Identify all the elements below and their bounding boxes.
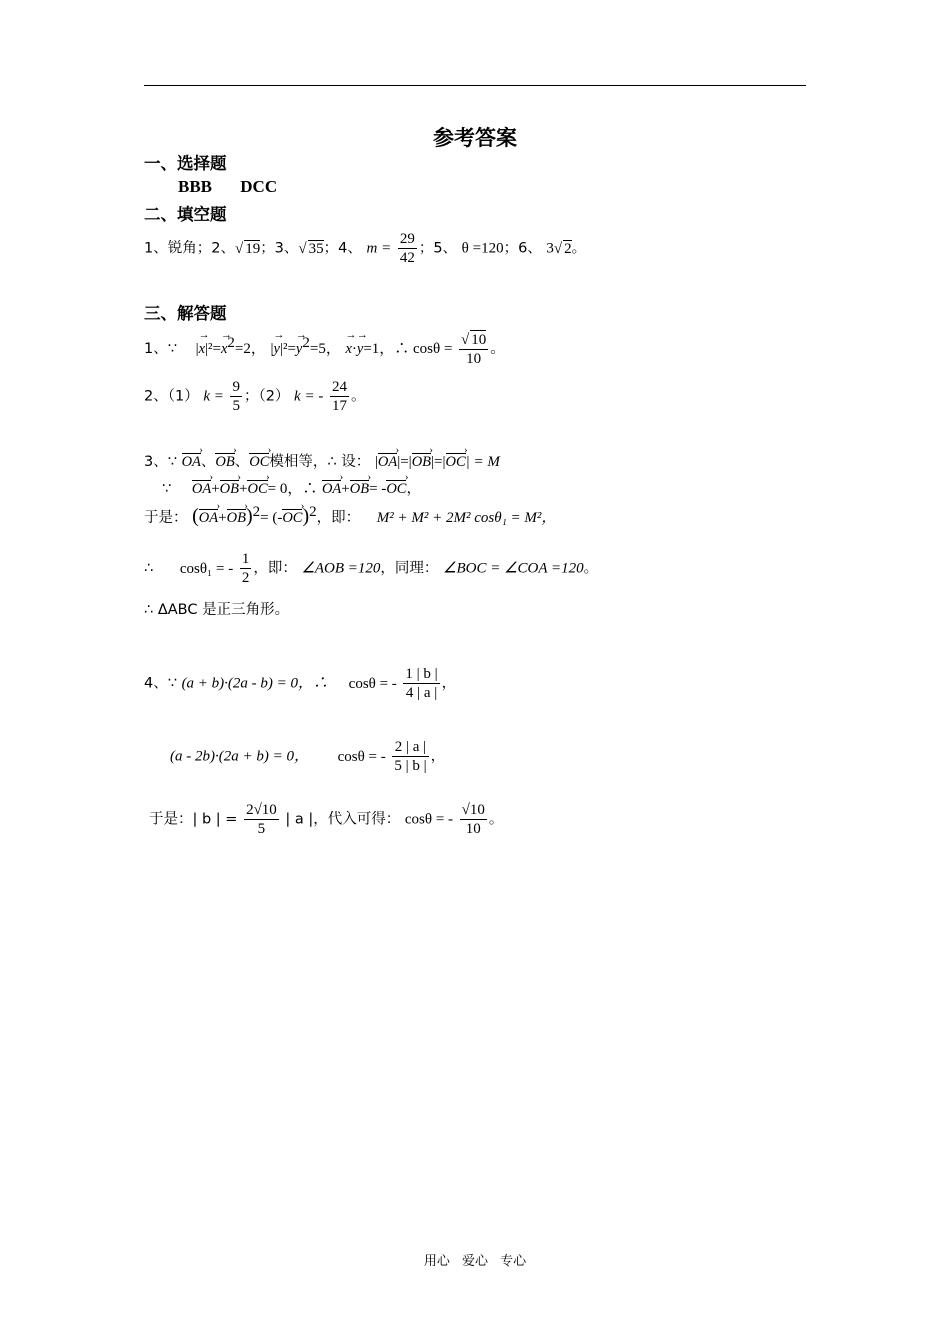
vector-OC-abs: OC › [446,452,466,471]
fraction-numerator: 1 [241,551,250,567]
s1-pre: 1、∵ [144,341,177,357]
vector-OB: OB › [215,452,234,471]
k-equals-1: k = [203,388,224,405]
section-solve-heading: 三、解答题 [144,304,227,323]
fraction-1-2 [240,550,252,587]
vector-y: → y [274,341,280,358]
s4-cos-3: cosθ = - [404,811,454,828]
fraction-denominator: 10 [466,351,482,367]
fraction-numerator: √ 10 [461,332,487,348]
fraction-numerator: 2√10 [246,802,277,818]
vector-y-3: → y [357,341,363,358]
fraction-29-42 [398,230,417,267]
s3-ji: ，即： [316,509,361,526]
s3-because: ∵ [162,481,172,497]
s1-t2: =2， [234,341,266,357]
s3-zero: = 0，∴ [267,481,318,497]
fill-text-5: ；6、 [503,240,542,257]
s3-end: 。 [583,560,599,577]
s3-so: ∴ [144,560,154,577]
s1-t4: =1，∴ cosθ = [363,341,453,357]
vector-OC: OC › [249,452,269,471]
sqrt-35: 35 [308,240,324,257]
fraction-2sqrt10-5 [244,801,279,838]
sqrt-19: 19 [245,240,261,257]
s3-eq-neg: = (- [260,509,283,526]
s4-cos-1: cosθ = - [348,675,397,692]
s3-therefore: 于是： [144,509,188,526]
s4-yu: 于是：| b | = [149,811,238,828]
s4-expr-1: (a + b)·(2a - b) = 0，∴ [181,675,329,692]
header-rule [144,85,806,86]
fraction-b-a [403,665,439,702]
s2-mid: ；（2） [243,388,290,405]
solution-3-line-5: ∴ ΔABC 是正三角形。 [144,602,290,618]
s3-pre: 3、∵ [144,454,177,470]
fill-end: 。 [571,240,587,257]
vector-OB-sum: OB › [220,479,239,498]
s3-neg: = - [369,481,387,497]
fraction-numerator: 24 [331,379,347,395]
vector-x-2: → x [221,341,227,358]
s4-end-1: ， [441,675,457,692]
choice-answers: BBB DCC [178,177,278,196]
sqrt-10: 10 [471,332,487,348]
fraction-9-5 [230,378,242,415]
sqrt-2: 2 [564,240,572,257]
k-equals-2: k = - [294,388,324,405]
vector-OA: OA › [182,452,201,471]
s2-end: 。 [350,388,366,405]
fraction-denominator: 4 | a | [405,685,438,701]
s2-pre: 2、（1） [144,388,199,405]
s1-dot: · [351,341,357,357]
fill-answers-line: 1、锐角；2、√ 19；3、√ 35；4、 m = $\frac{29}{42}$ ；5、 θ =120；6、 3√ 2。 [144,231,587,266]
page-title: 参考答案 [433,126,517,150]
vector-OB-abs: OB › [412,452,431,471]
solution-4-line-3 [149,801,503,838]
m-equals: m = [366,240,392,257]
solution-3-line-4 [144,550,598,587]
vector-OA-abs: OA › [378,452,397,471]
s3-mid: 模相等，∴ 设： [269,454,371,470]
s3-cos: cosθ₁ = - [179,560,234,577]
s4-expr-2: (a - 2b)·(2a + b) = 0， [170,748,309,765]
s4-end-2: ， [430,748,446,765]
vector-OC-sq: OC › [282,508,302,527]
s4-mid: | a |，代入可得： [285,811,401,828]
fraction-sqrt10-10 [459,330,488,368]
vector-OB-sq: OB › [227,508,246,527]
theta-equals: θ =120 [461,240,504,257]
fraction-denominator: 10 [465,821,481,837]
fill-text-3: ；4、 [323,240,362,257]
s3-equals-M: | = M [465,454,500,470]
fraction-denominator: 5 [232,398,240,414]
fraction-numerator: 1 | b | [405,666,438,682]
s1-end: 。 [490,341,505,357]
solution-2 [144,378,365,415]
s1-t1b: |²= [279,341,296,357]
fraction-numerator: √10 [461,802,485,818]
coefficient-3: 3 [546,240,554,257]
fraction-denominator: 5 [257,821,266,837]
fraction-24-17 [330,378,349,415]
s3-angle-boc: ∠BOC = ∠COA =120 [443,560,584,577]
s4-end-3: 。 [488,811,504,828]
s1-t1: |²= [205,341,221,357]
solution-3-line-3: 于是： (OA ›+OB ›)$^2$= (-OC ›)$^2$，即： M² + M² + 2M² cosθ₁ = M²， [144,504,556,528]
s1-t3: =5， [309,341,341,357]
page-footer: 用心 爱心 专心 [423,1254,527,1269]
solution-3-line-2: ∵ OA ›+OB ›+OC ›= 0，∴ OA ›+OB ›= -OC ›， [162,477,421,498]
vector-x: → x [199,341,205,358]
vector-OA-sq: OA › [199,508,218,527]
fill-text-2: ；3、 [260,240,299,257]
solution-4-line-1 [144,665,456,702]
s4-cos-2: cosθ = - [337,748,386,765]
fill-text-1: 1、锐角；2、 [144,240,235,257]
fraction-denominator: 42 [399,250,415,266]
fraction-numerator: 29 [399,231,415,247]
vector-OC-sum: OC › [247,479,267,498]
fraction-sqrt10-10-b [460,801,487,838]
vector-OA-sum2: OA › [322,479,341,498]
solution-4-line-2 [170,738,445,775]
vector-y-2: → y [296,341,302,358]
section-choice-heading: 一、选择题 [144,154,227,173]
fraction-numerator: 9 [232,379,240,395]
s3-equation: M² + M² + 2M² cosθ₁ = M²， [376,509,557,526]
fraction-denominator: 5 | b | [394,758,427,774]
s4-pre: 4、∵ [144,675,177,692]
s3-jl: ，即： [253,560,297,577]
solution-1: 1、∵ |→ $x|^2=\to x^2=2$， |→ $y|^2=\to y^2=5$， → x·→ y=1，∴ cosθ = $\frac{√ 10}{10}$ 。 [144,330,505,368]
vector-x-3: → x [345,341,351,358]
fraction-a-b [392,738,428,775]
fill-text-4: ；5、 [418,240,458,257]
vector-OA-sum: OA › [192,479,211,498]
s3-angle-aob: ∠AOB =120 [301,560,381,577]
fraction-numerator: 2 | a | [392,738,428,757]
section-fill-heading: 二、填空题 [144,205,227,224]
s3-same: ，同理： [380,560,439,577]
vector-OC-neg: OC › [386,479,406,498]
fraction-denominator: 17 [331,398,347,414]
fraction-denominator: 2 [241,570,250,586]
solution-3-line-1: 3、∵ OA ›、OB ›、OC ›模相等，∴ 设： |OA ›|=|OB ›|=|OC ›| = M [144,450,500,471]
vector-OB-sum2: OB › [350,479,369,498]
